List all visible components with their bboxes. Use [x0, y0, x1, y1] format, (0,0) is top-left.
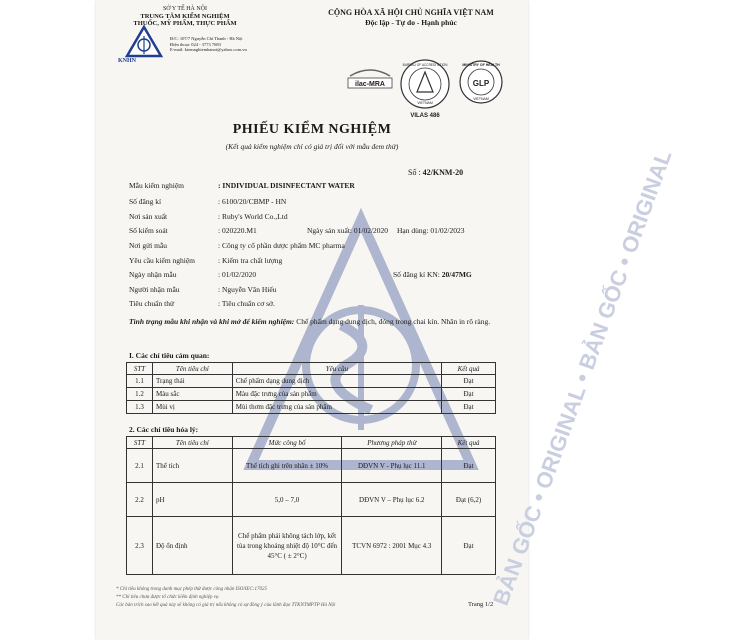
maker-value-text: Ruby's World Co.,Ltd: [221, 212, 288, 221]
request-label: Yêu cầu kiểm nghiệm: [129, 256, 196, 265]
report-number: [408, 168, 463, 177]
cell: Đạt: [442, 375, 496, 388]
received-value: : 01/02/2020: [218, 270, 257, 279]
glp-seal-icon: [458, 58, 504, 108]
ilac-mra-seal-icon: [346, 64, 394, 98]
sender-label: Nơi gửi mẫu: [129, 241, 168, 250]
footnote: ** Chỉ tiêu chưa được tổ chức kiểm định nghiệp vụ: [116, 595, 219, 600]
cell: Màu đặc trưng của sản phẩm: [232, 388, 441, 401]
cell: pH: [152, 483, 232, 517]
request-value-text: Kiểm tra chất lượng: [221, 256, 283, 265]
condition-value: Chế phẩm dạng dung dịch, đóng trong chai kín. Nhãn in rõ ràng.: [296, 317, 491, 326]
sender-value: : Công ty cổ phần dược phẩm MC pharma: [218, 241, 345, 250]
regkn-value: 20/47MG: [441, 270, 472, 279]
cell: Mùi vị: [152, 401, 232, 414]
cell: Chế phẩm phải không tách lớp, kết tủa trong khoảng nhiệt độ 10°C đến 45°C ( ± 2°C): [232, 517, 342, 575]
cell: Màu sắc: [152, 388, 232, 401]
reg-label: Số đăng kí: [129, 197, 162, 206]
cell: 5,0 – 7,0: [232, 483, 342, 517]
issuer-phone: Điện thoại: 024 - 3773 7683: [170, 41, 221, 47]
receiver-value: : Nguyễn Văn Hiếu: [218, 285, 277, 294]
lot-value-text: 020220.M1: [221, 226, 257, 235]
country-name: CỘNG HÒA XÃ HỘI CHỦ NGHĨA VIỆT NAM: [328, 8, 494, 17]
table-row: [127, 517, 496, 575]
table-row: [127, 483, 496, 517]
issuer-block: [100, 6, 270, 27]
table-header-row: [127, 437, 496, 449]
mfg-value: 01/02/2020: [353, 226, 389, 235]
document-page: [96, 0, 677, 640]
maker-label: Nơi sản xuất: [129, 212, 168, 221]
cell: 1.1: [127, 375, 153, 388]
section2-title: 2. Các chỉ tiêu hóa lý:: [129, 425, 199, 434]
condition-label: Tình trạng mẫu khi nhận và khi mở để kiểm nghiệm:: [129, 317, 295, 326]
standard-label: Tiêu chuẩn thử: [129, 299, 175, 308]
cell: TCVN 6972 : 2001 Mục 4.3: [342, 517, 442, 575]
issuer-dept: SỞ Y TẾ HÀ NỘI: [162, 6, 208, 12]
table-header-row: [127, 363, 496, 375]
cell: Đạt: [442, 517, 496, 575]
received-value-text: 01/02/2020: [221, 270, 257, 279]
cell: Đạt: [442, 449, 496, 483]
glp-country: VIETNAM: [473, 97, 489, 101]
cell: Đạt: [442, 388, 496, 401]
col-header: STT: [127, 437, 153, 449]
exp-label: Hạn dùng:: [397, 226, 429, 235]
issuer-address: Đ/C: 107/7 Nguyễn Chí Thanh - Hà Nội: [170, 36, 243, 41]
cell: Thể tích ghi trên nhãn ± 10%: [232, 449, 342, 483]
maker-value: : Ruby's World Co.,Ltd: [218, 212, 288, 221]
footnote: Các bản trích sao kết quả này sẽ không có giá trị nếu không có sự đồng ý của lãnh đạo TTKNTMPTP Hà Nội: [116, 603, 336, 608]
cell: Mùi thơm đặc trưng của sản phẩm: [232, 401, 441, 414]
issuer-center: TRUNG TÂM KIỂM NGHIỆM: [140, 13, 230, 20]
cell: DĐVN V - Phụ lục 11.1: [342, 449, 442, 483]
table-row: [127, 401, 496, 414]
col-header: Kết quả: [442, 437, 496, 449]
boa-ring-text: BUREAU OF ACCREDITATION: [402, 63, 448, 67]
col-header: Tên tiêu chí: [152, 437, 232, 449]
lot-label: Số kiểm soát: [129, 226, 168, 235]
section1-title: I. Các chỉ tiêu cảm quan:: [129, 351, 210, 360]
col-header: Phương pháp thử: [342, 437, 442, 449]
cell: 2.3: [127, 517, 153, 575]
ilac-label: ilac-MRA: [355, 81, 385, 88]
cell: 1.2: [127, 388, 153, 401]
table-row: [127, 388, 496, 401]
standard-value: : Tiêu chuẩn cơ sở.: [218, 299, 275, 308]
glp-label: GLP: [472, 79, 490, 88]
col-header: Yêu cầu: [232, 363, 441, 375]
reg-value: : 6100/20/CBMP - HN: [218, 197, 287, 206]
issuer-email: E-mail: kiemnghiemhanoi@yahoo.com.vn: [170, 47, 247, 52]
mfg-label: Ngày sản xuất:: [307, 226, 352, 235]
cell: DĐVN V – Phụ lục 6.2: [342, 483, 442, 517]
cell: 2.1: [127, 449, 153, 483]
cell: Chế phẩm dạng dung dịch: [232, 375, 441, 388]
mfg-date: [307, 226, 388, 235]
cell: Đạt (6,2): [442, 483, 496, 517]
national-motto: Độc lập - Tự do - Hạnh phúc: [365, 18, 457, 27]
received-label: Ngày nhận mẫu: [129, 270, 177, 279]
cell: Trạng thái: [152, 375, 232, 388]
regkn-label: Số đăng kí KN:: [393, 270, 440, 279]
page-title: PHIẾU KIỂM NGHIỆM: [232, 122, 392, 137]
col-header: STT: [127, 363, 153, 375]
organoleptic-table: [126, 362, 496, 414]
table-row: [127, 375, 496, 388]
receiver-label: Người nhận mẫu: [129, 285, 180, 294]
exp-date: [397, 226, 465, 235]
cell: Độ ổn định: [152, 517, 232, 575]
national-header: [306, 8, 516, 28]
vilas-code: VILAS 486: [410, 113, 440, 119]
cell: Thể tích: [152, 449, 232, 483]
page-subtitle: (Kết quả kiểm nghiệm chỉ có giá trị đối với mẫu đem thử): [225, 142, 399, 151]
reg-value-text: 6100/20/CBMP - HN: [221, 197, 287, 206]
cell: 2.2: [127, 483, 153, 517]
sample-label: Mẫu kiểm nghiệm: [129, 181, 184, 190]
report-number-value: 42/KNM-20: [422, 168, 464, 177]
receiver-value-text: Nguyễn Văn Hiếu: [221, 285, 277, 294]
knhn-logo-icon: [126, 26, 162, 58]
report-number-label: Số :: [408, 168, 421, 177]
cell: Đạt: [442, 401, 496, 414]
standard-value-text: Tiêu chuẩn cơ sở.: [221, 299, 275, 308]
footnote: * Chỉ tiêu không trong danh mục phép thử được công nhận ISO/IEC:17025: [116, 587, 267, 592]
cell: 1.3: [127, 401, 153, 414]
sender-value-text: Công ty cổ phần dược phẩm MC pharma: [221, 241, 345, 250]
request-value: : Kiểm tra chất lượng: [218, 256, 283, 265]
col-header: Kết quả: [442, 363, 496, 375]
glp-ring-text: MINISTRY OF HEALTH: [462, 63, 500, 67]
col-header: Mức công bố: [232, 437, 342, 449]
sample-condition: [129, 316, 499, 327]
sample-value: : INDIVIDUAL DISINFECTANT WATER: [218, 181, 355, 190]
boa-seal-icon: [399, 58, 451, 120]
sample-value-text: INDIVIDUAL DISINFECTANT WATER: [222, 181, 355, 190]
physchem-table: [126, 436, 496, 575]
issuer-contact: [170, 36, 247, 53]
regkn: [393, 270, 472, 279]
logo-text: KNHN: [118, 58, 136, 64]
exp-value: 01/02/2023: [430, 226, 465, 235]
issuer-field: THUỐC, MỸ PHẨM, THỰC PHẨM: [133, 20, 237, 27]
lot-value: : 020220.M1: [218, 226, 257, 235]
boa-country: VIETNAM: [417, 101, 433, 105]
table-row: [127, 449, 496, 483]
watermark-text: BẢN GỐC • ORIGINAL • BẢN GỐC • ORIGINAL: [488, 146, 677, 609]
col-header: Tên tiêu chí: [152, 363, 232, 375]
page-number: Trang 1/2: [468, 601, 494, 608]
